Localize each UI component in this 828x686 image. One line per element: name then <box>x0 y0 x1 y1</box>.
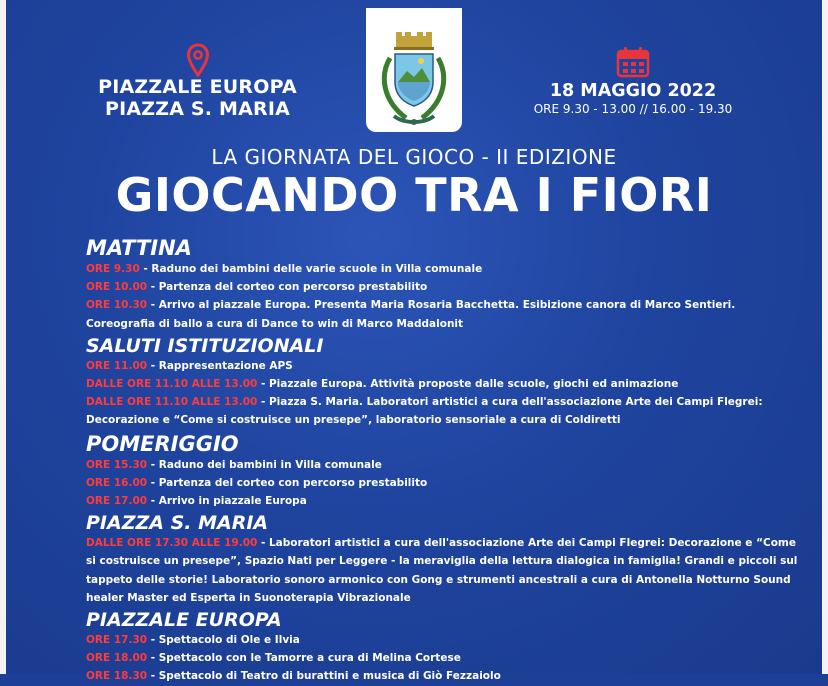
entry-time: ORE 17.00 <box>86 495 148 508</box>
event-hours: ORE 9.30 - 13.00 // 16.00 - 19.30 <box>533 102 733 116</box>
program-entry <box>86 260 806 278</box>
entry-time: ORE 11.00 <box>86 359 148 372</box>
program-entry <box>86 631 806 649</box>
entry-time: ORE 10.00 <box>86 281 148 294</box>
municipal-crest-icon <box>376 30 452 130</box>
entry-time: ORE 16.00 <box>86 476 148 489</box>
entry-description: - Piazza S. Maria. Laboratori artistici a cura dell'associazione Arte dei Campi Flegrei: Decorazione e “Come si costruisce un presepe”, laboratorio sensoriale a cura di Coldiretti <box>86 396 763 427</box>
page-edge-right <box>822 0 828 674</box>
entry-description: - Raduno dei bambini in Villa comunale <box>147 458 382 471</box>
entry-time: ORE 10.30 <box>86 299 148 312</box>
entry-time: ORE 17.30 <box>86 634 148 647</box>
program-entry <box>86 534 806 607</box>
entry-description: - Spettacolo di Ole e Ilvia <box>147 634 300 647</box>
program-entry <box>86 393 806 429</box>
calendar-icon <box>616 46 650 78</box>
page-edge-left <box>0 0 6 674</box>
program-entry <box>86 649 806 667</box>
entry-time: ORE 15.30 <box>86 458 148 471</box>
entry-time: ORE 9.30 <box>86 263 140 275</box>
section-heading-piazzale-europa: PIAZZALE EUROPA <box>86 609 282 632</box>
entry-description: - Partenza del corteo con percorso prestabilito <box>147 281 428 294</box>
program-entry <box>86 296 806 332</box>
entry-description: - Arrivo in piazzale Europa <box>147 495 307 508</box>
entry-time: DALLE ORE 11.10 ALLE 13.00 <box>86 396 258 409</box>
program-entry <box>86 357 806 375</box>
program-list <box>86 234 806 686</box>
entry-description: - Arrivo al piazzale Europa. Presenta Maria Rosaria Bacchetta. Esibizione canora di Marco Sentieri. Coreografia di ballo a cura di Dance to win di Marco Maddalonit <box>86 299 736 330</box>
program-entry <box>86 456 806 474</box>
poster-title: GIOCANDO TRA I FIORI <box>115 168 713 222</box>
section-heading-saluti-istituzionali: SALUTI ISTITUZIONALI <box>86 334 324 357</box>
entry-description: - Partenza del corteo con percorso prestabilito <box>147 476 428 489</box>
program-entry <box>86 375 806 393</box>
location-line-1: PIAZZALE EUROPA <box>98 76 297 98</box>
entry-description: - Spettacolo di Teatro di burattini e musica di Giò Fezzaiolo <box>147 670 501 683</box>
entry-description: - Raduno dei bambini delle varie scuole in Villa comunale <box>139 263 483 275</box>
entry-description: - Piazzale Europa. Attività proposte dalle scuole, giochi ed animazione <box>257 378 679 391</box>
poster-subtitle: LA GIORNATA DEL GIOCO - II EDIZIONE <box>211 145 617 169</box>
program-entry <box>86 492 806 510</box>
entry-time: DALLE ORE 17.30 ALLE 19.00 <box>86 537 258 550</box>
municipal-crest-box <box>366 8 462 132</box>
entry-description: - Laboratori artistici a cura dell'associazione Arte dei Campi Flegrei: Decorazione e “Come si costruisce un presepe”, Spazio Nati per Leggere - la meraviglia della lettura dialogica in famiglia! Grandi e piccoli sul tappeto delle storie! Laboratorio sonoro armonico con Gong e strumenti ancestrali a cura di Antonella Notturno Sound healer Master ed Esperta in Suonoterapia Vibrazionale <box>86 537 798 604</box>
entry-time: ORE 18.30 <box>86 670 148 683</box>
program-entry <box>86 667 806 685</box>
entry-description: - Rappresentazione APS <box>147 359 293 372</box>
date-block <box>528 46 738 116</box>
section-heading-piazza-s-maria: PIAZZA S. MARIA <box>86 512 269 535</box>
entry-description: - Spettacolo con le Tamorre a cura di Melina Cortese <box>147 652 461 665</box>
program-entry <box>86 278 806 296</box>
location-line-2: PIAZZA S. MARIA <box>104 98 291 120</box>
section-heading-mattina: MATTINA <box>86 236 192 260</box>
program-entry <box>86 474 806 492</box>
entry-time: ORE 18.00 <box>86 652 148 665</box>
entry-time: DALLE ORE 11.10 ALLE 13.00 <box>86 378 258 391</box>
section-heading-pomeriggio: POMERIGGIO <box>86 431 239 456</box>
event-date: 18 MAGGIO 2022 <box>549 81 717 101</box>
map-pin-icon <box>187 44 209 76</box>
location-block <box>95 44 300 120</box>
